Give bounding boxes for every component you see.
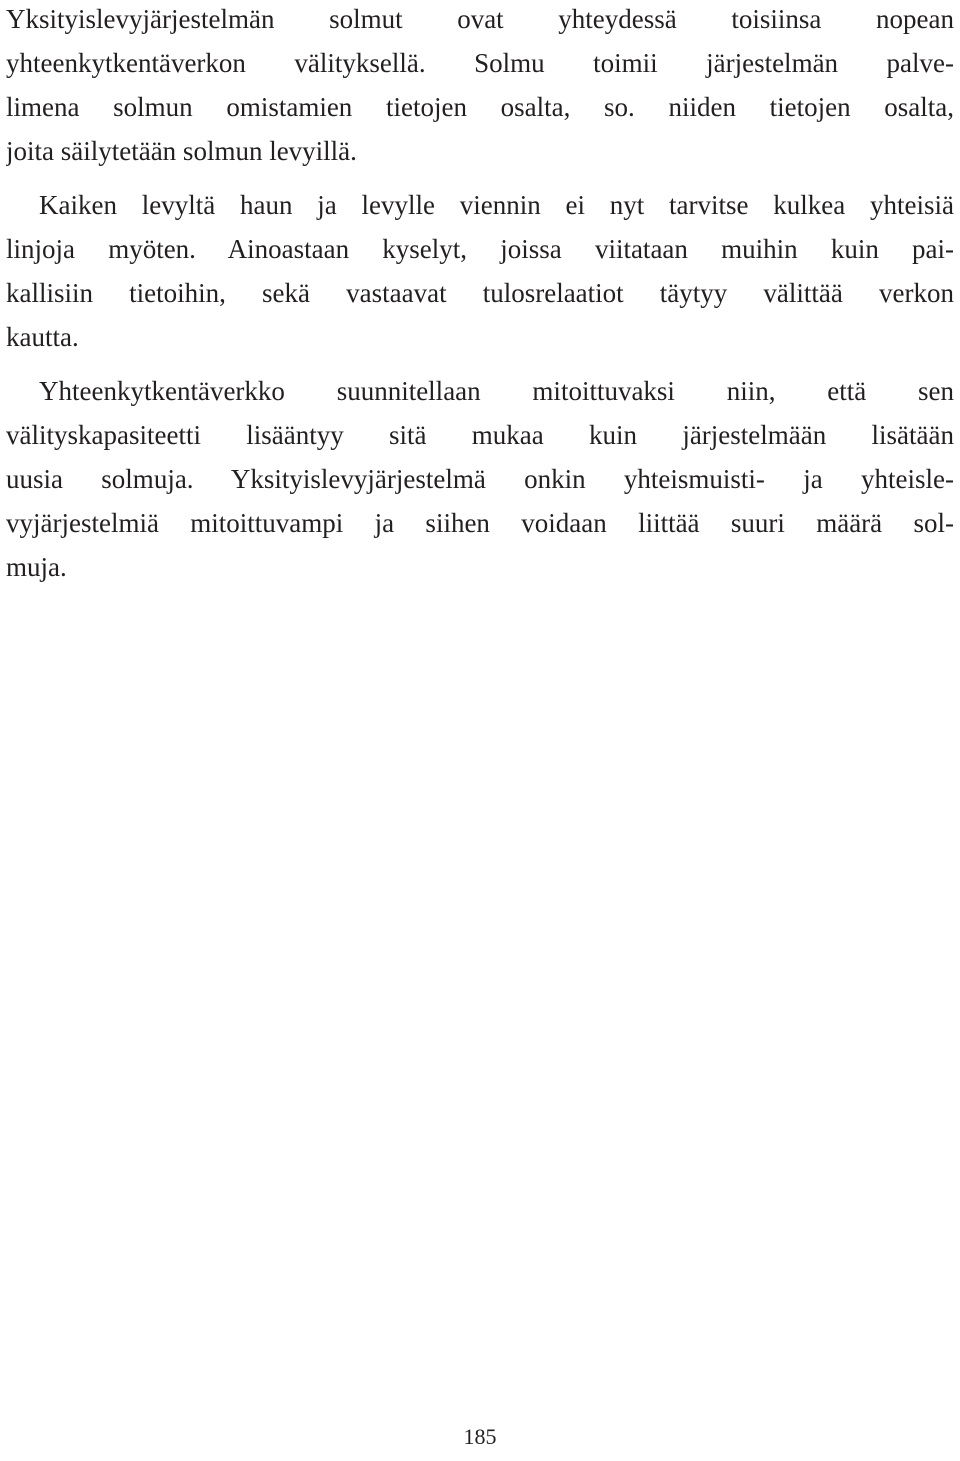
text-line: vyjärjestelmiä mitoittuvampi ja siihen voidaan liittää suuri määrä sol- [6,508,954,538]
text-line: Yksityislevyjärjestelmän solmut ovat yhteydessä toisiinsa nopean [6,4,954,34]
body-text [6,0,954,589]
paragraph-2 [6,183,954,359]
page-number: 185 [463,1424,497,1449]
text-line: yhteenkytkentäverkon välityksellä. Solmu toimii järjestelmän palve- [6,48,954,78]
text-line: Kaiken levyltä haun ja levylle viennin ei nyt tarvitse kulkea yhteisiä [39,190,954,220]
text-line: kautta. [6,322,79,352]
text-line: limena solmun omistamien tietojen osalta, so. niiden tietojen osalta, [6,92,954,122]
paragraph-3 [6,369,954,589]
paragraph-1 [6,0,954,173]
text-line: Yhteenkytkentäverkko suunnitellaan mitoittuvaksi niin, että sen [39,376,954,406]
text-line: kallisiin tietoihin, sekä vastaavat tulosrelaatiot täytyy välittää verkon [6,278,954,308]
text-line: uusia solmuja. Yksityislevyjärjestelmä onkin yhteismuisti- ja yhteisle- [6,464,954,494]
text-line: muja. [6,552,67,582]
text-line: linjoja myöten. Ainoastaan kyselyt, joissa viitataan muihin kuin pai- [6,234,954,264]
text-line: joita säilytetään solmun levyillä. [6,136,357,166]
text-line: välityskapasiteetti lisääntyy sitä mukaa kuin järjestelmään lisätään [6,420,954,450]
